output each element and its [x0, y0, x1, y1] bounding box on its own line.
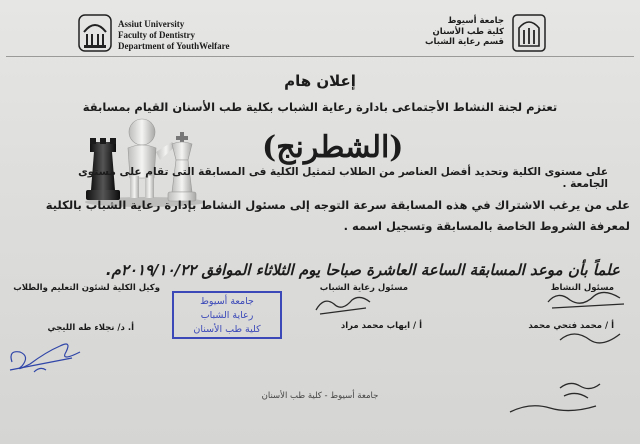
youth-welfare-officer-role: مسئول رعاية الشباب — [319, 283, 408, 293]
header-ar-line: قسم رعاية الشباب — [425, 37, 504, 47]
header-en-line: Department of YouthWelfare — [118, 41, 230, 51]
header-ar-line: جامعة أسيوط — [447, 16, 504, 26]
chess-pieces-image — [80, 112, 210, 208]
stamp-line: رعاية الشباب — [200, 310, 254, 321]
youth-welfare-signature — [310, 290, 376, 320]
activity-officer-signature — [540, 282, 636, 354]
vice-dean-signature — [0, 322, 120, 380]
stamp-line: كلية طب الأسنان — [193, 324, 261, 335]
date-notice: علماً بأن موعد المسابقة الساعة العاشرة صباحا يوم الثلاثاء الموافق ٢٠١٩/١٠/٢٢م. — [105, 261, 620, 279]
footer-text: جامعة أسيوط - كلية طب الأسنان — [261, 391, 379, 401]
university-logo-icon — [78, 14, 112, 52]
intro-line: تعتزم لجنة النشاط الأجتماعى بادارة رعاية الشباب بكلية طب الأسنان القيام بمسابقة — [82, 100, 558, 114]
paragraph-line: على من يرغب الاشتراك في هذه المسابقة سرعة التوجه إلى مسئول النشاط بإدارة رعاية الشباب بالكلية — [45, 198, 630, 212]
header-divider — [6, 56, 634, 57]
competition-name: (الشطرنج) — [262, 130, 404, 165]
arabic-header — [425, 16, 504, 48]
vice-dean-role: وكيل الكلية لشئون التعليم والطلاب — [13, 283, 160, 293]
youth-welfare-officer-name: أ / ايهاب محمد مراد — [340, 321, 422, 331]
english-header — [118, 19, 229, 52]
faculty-logo-icon — [512, 14, 546, 52]
activity-officer-name: أ / محمد فتحي محمد — [528, 321, 614, 331]
header-en-line: Faculty of Dentistry — [118, 30, 195, 40]
header-ar-line: كلية طب الأسنان — [432, 26, 504, 37]
youth-welfare-stamp — [172, 291, 282, 339]
header-en-line: Assiut University — [118, 19, 185, 29]
vice-dean-name: أ. د/ نجلاء طه الليجي — [47, 323, 134, 333]
paragraph-line: على مستوى الكلية وتحديد أفضل العناصر من الطلاب لتمثيل الكلية فى المسابقة التى تقام على مستوى الجامعة . — [78, 166, 608, 190]
stamp-line: جامعة أسيوط — [200, 296, 254, 307]
announcement-title: إعلان هام — [284, 72, 356, 90]
activity-officer-role: مسئول النشاط — [550, 283, 614, 293]
paragraph-line: لمعرفة الشروط الخاصة بالمسابقة وتسجيل اسمه . — [343, 219, 630, 233]
